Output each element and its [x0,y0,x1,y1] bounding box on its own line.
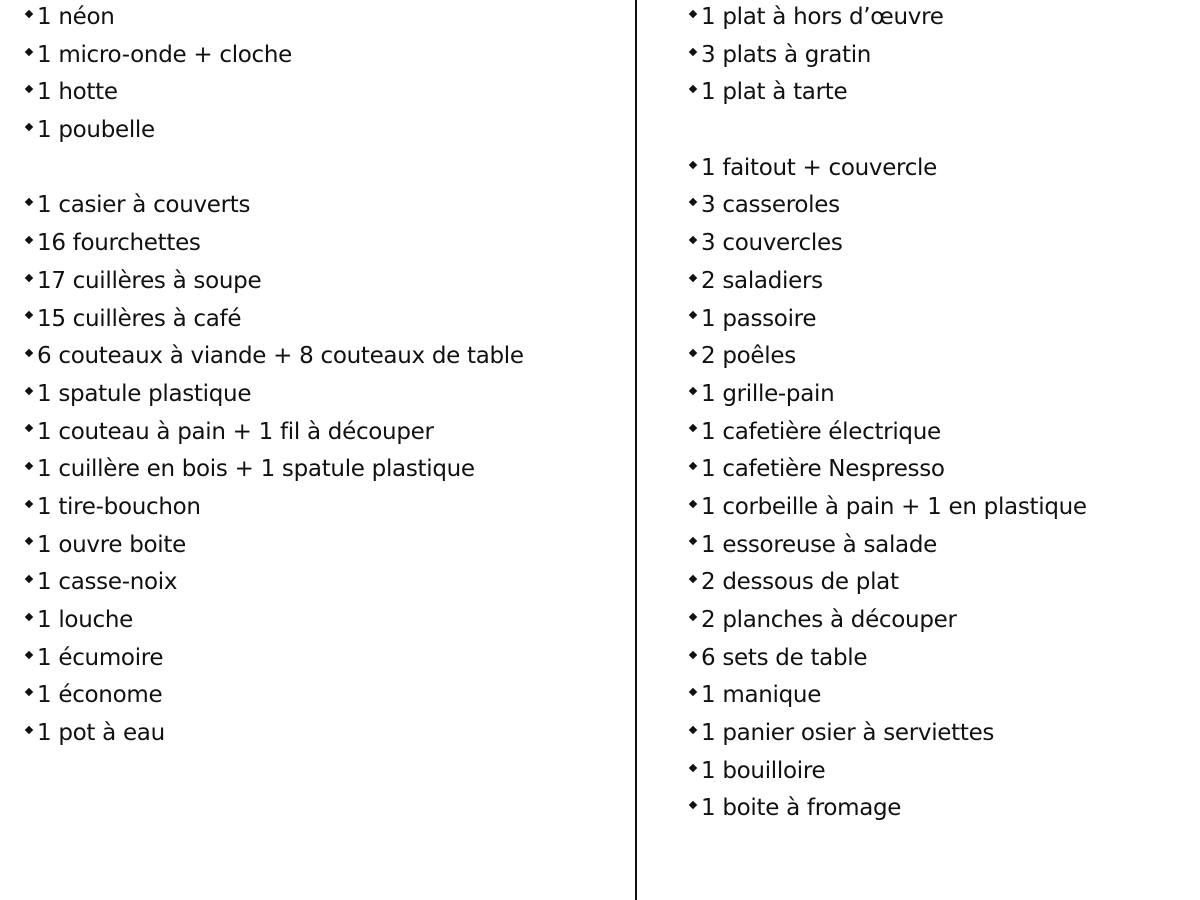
list-item [688,527,1087,565]
diamond-bullet-icon [689,349,697,357]
list-item [24,74,524,112]
list-item [688,301,1087,339]
item-label: 16 fourchettes [37,230,201,257]
diamond-bullet-icon [689,386,697,394]
right-inventory-column [688,0,1087,828]
left-inventory-list [24,0,524,753]
list-item [688,602,1087,640]
item-label: 2 saladiers [701,267,823,294]
list-item [688,489,1087,527]
item-label: 1 couteau à pain + 1 fil à découper [37,418,434,445]
diamond-bullet-icon [25,236,33,244]
item-label: 3 plats à gratin [701,41,872,68]
list-item [688,338,1087,376]
list-item [24,602,524,640]
item-label: 1 écumoire [37,644,164,671]
diamond-bullet-icon [689,10,697,18]
diamond-bullet-icon [25,85,33,93]
group-spacer [24,150,524,188]
item-label: 1 plat à hors d’œuvre [701,4,944,30]
right-inventory-list [688,0,1087,828]
group-spacer [688,112,1087,150]
diamond-bullet-icon [25,123,33,131]
column-divider [635,0,637,900]
list-item [24,564,524,602]
list-item [24,37,524,75]
item-label: 1 panier osier à serviettes [701,720,995,747]
item-label: 1 cafetière électrique [701,418,941,445]
item-label: 1 plat à tarte [701,79,848,106]
list-item [24,640,524,678]
item-label: 1 cafetière Nespresso [701,456,945,483]
list-item [24,301,524,339]
list-item [688,677,1087,715]
item-label: 1 casse-noix [37,569,178,596]
diamond-bullet-icon [25,311,33,319]
item-label: 2 planches à découper [701,607,957,633]
list-item [688,376,1087,414]
item-label: 1 boite à fromage [701,795,902,822]
list-item [688,451,1087,489]
diamond-bullet-icon [689,650,697,658]
item-label: 1 grille-pain [701,380,835,407]
diamond-bullet-icon [25,10,33,18]
list-item [688,0,1087,37]
list-item [688,640,1087,678]
item-label: 1 ouvre boite [37,531,186,558]
diamond-bullet-icon [25,386,33,394]
diamond-bullet-icon [25,47,33,55]
list-item [24,338,524,376]
list-item [688,225,1087,263]
diamond-bullet-icon [689,537,697,545]
list-item [24,451,524,489]
item-label: 1 manique [701,682,822,709]
diamond-bullet-icon [25,198,33,206]
diamond-bullet-icon [689,613,697,621]
item-label: 6 couteaux à viande + 8 couteaux de table [37,343,524,370]
diamond-bullet-icon [25,650,33,658]
list-item [24,112,524,150]
diamond-bullet-icon [25,349,33,357]
item-label: 1 louche [37,607,133,633]
list-item [688,790,1087,828]
item-label: 17 cuillères à soupe [37,267,262,294]
item-label: 1 faitout + couvercle [701,154,937,181]
diamond-bullet-icon [25,726,33,734]
item-label: 1 passoire [701,305,817,332]
item-label: 1 économe [37,682,163,709]
diamond-bullet-icon [689,500,697,508]
item-label: 1 essoreuse à salade [701,531,937,558]
diamond-bullet-icon [25,575,33,583]
list-item [24,225,524,263]
list-item [688,564,1087,602]
diamond-bullet-icon [689,726,697,734]
list-item [24,677,524,715]
list-item [688,715,1087,753]
item-label: 1 néon [37,4,115,30]
item-label: 2 poêles [701,343,796,370]
item-label: 1 tire-bouchon [37,493,201,520]
list-item [24,187,524,225]
list-item [688,37,1087,75]
diamond-bullet-icon [25,688,33,696]
diamond-bullet-icon [25,462,33,470]
item-label: 1 pot à eau [37,720,165,747]
diamond-bullet-icon [689,688,697,696]
diamond-bullet-icon [25,613,33,621]
list-item [688,74,1087,112]
list-item [688,263,1087,301]
item-label: 15 cuillères à café [37,305,242,332]
item-label: 1 casier à couverts [37,192,251,219]
item-label: 1 poubelle [37,117,155,144]
item-label: 1 corbeille à pain + 1 en plastique [701,493,1087,520]
item-label: 1 hotte [37,79,118,106]
item-label: 6 sets de table [701,644,868,671]
diamond-bullet-icon [689,424,697,432]
item-label: 1 bouilloire [701,757,826,784]
diamond-bullet-icon [689,801,697,809]
diamond-bullet-icon [689,236,697,244]
diamond-bullet-icon [25,424,33,432]
diamond-bullet-icon [689,160,697,168]
list-item [24,527,524,565]
list-item [688,187,1087,225]
list-item [24,376,524,414]
item-label: 3 casseroles [701,192,840,219]
left-inventory-column [24,0,524,753]
diamond-bullet-icon [689,462,697,470]
item-label: 1 micro-onde + cloche [37,41,293,68]
diamond-bullet-icon [689,273,697,281]
diamond-bullet-icon [689,47,697,55]
list-item [24,263,524,301]
item-label: 2 dessous de plat [701,569,899,596]
list-item [24,414,524,452]
diamond-bullet-icon [689,198,697,206]
diamond-bullet-icon [25,537,33,545]
diamond-bullet-icon [25,500,33,508]
list-item [688,414,1087,452]
item-label: 1 cuillère en bois + 1 spatule plastique [37,456,475,483]
diamond-bullet-icon [689,763,697,771]
list-item [688,753,1087,791]
item-label: 3 couvercles [701,230,843,257]
list-item [24,0,524,37]
list-item [24,489,524,527]
item-label: 1 spatule plastique [37,380,252,407]
diamond-bullet-icon [689,311,697,319]
diamond-bullet-icon [689,575,697,583]
diamond-bullet-icon [25,273,33,281]
list-item [688,150,1087,188]
diamond-bullet-icon [689,85,697,93]
list-item [24,715,524,753]
